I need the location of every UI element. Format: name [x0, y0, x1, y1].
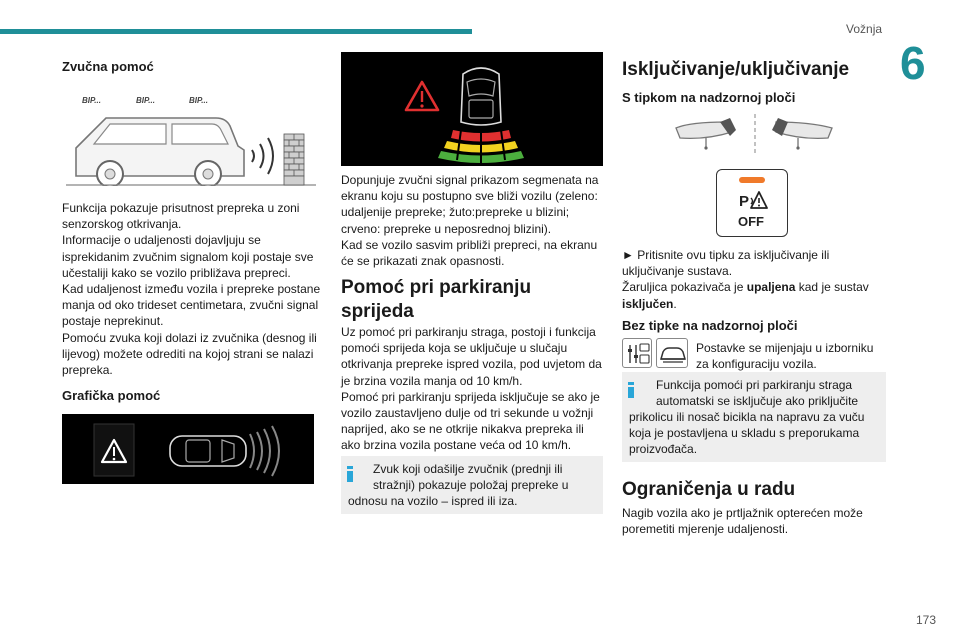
- info-icon: [628, 382, 634, 398]
- segments-paragraph: Dopunjuje zvučni signal prikazom segmenata na ekranu koju su postupno sve bliži vozilu (zeleno: udaljenije prepreke; žuto:prepreke u blizini; crveno: prepreke u neposrednoj blizini). Kad se vozilo sasvim približi prepreci, na ekranu će se prikazati znak opasnosti.: [341, 173, 599, 269]
- header-accent-bar: [0, 29, 472, 34]
- bip-label: BIP...: [82, 96, 101, 105]
- chapter-number: 6: [900, 37, 926, 89]
- rear-parking-screen: [341, 52, 603, 166]
- heading-s-tipkom: S tipkom na nadzornoj ploči: [622, 90, 796, 105]
- info-box-speaker: Zvuk koji odašilje zvučnik (prednji ili stražnji) pokazuje položaj prepreke u odnosu na vozilo – ispred ili iza.: [341, 456, 603, 514]
- section-title: Vožnja: [846, 22, 883, 36]
- ogranicenja-paragraph: Nagib vozila ako je prtljažnik opterećen može poremetiti mjerenje udaljenosti.: [622, 506, 863, 537]
- bip-label: BIP...: [189, 96, 208, 105]
- info-icon: [347, 466, 353, 482]
- off-label: OFF: [738, 214, 764, 229]
- parking-sensors-off-button[interactable]: [716, 169, 788, 237]
- indicator-led: [739, 177, 765, 183]
- config-paragraph: Postavke se mijenjaju u izborniku za konfiguraciju vozila.: [696, 341, 874, 372]
- heading-bez-tipke: Bez tipke na nadzornoj ploči: [622, 318, 798, 333]
- dashboard-illustration: [670, 110, 840, 158]
- vehicle-settings-icon: [656, 338, 688, 368]
- parking-sensor-icon: [737, 188, 771, 214]
- graphical-assist-screen: [62, 414, 314, 484]
- heading-front-parking: Pomoć pri parkiranju sprijeda: [341, 277, 532, 322]
- bip-label: BIP...: [136, 96, 155, 105]
- page-number: 173: [915, 613, 936, 627]
- heading-iskljucivanje: Isključivanje/uključivanje: [622, 59, 850, 80]
- press-instructions: ► Pritisnite ovu tipku za isključivanje ili uključivanje sustava. Žaruljica pokazivača je upaljena kad je sustav isključen.: [622, 248, 869, 311]
- svg-text:P: P: [739, 193, 750, 210]
- config-menu-icon: [622, 338, 652, 368]
- front-parking-paragraph: Uz pomoć pri parkiranju straga, postoji i funkcija pomoći sprijeda koja se uključuje u slučaju otkrivanja prepreke ispred vozila, pod uvjetom da je brzina vozila manja od 10 km/h. Pomoć pri parkiranju sprijeda isključuje se ako je vozilo zaustavljeno dulje od tri sekunde u vožnji naprijed, ako se ne otkrije nikakva prepreka ili ako brzina vozila postane veća od 10 km/h.: [341, 325, 602, 453]
- zvucna-paragraph: Funkcija pokazuje prisutnost prepreka u zoni senzorskog otkrivanja. Informacije o udaljenosti dojavljuju se isprekidanim zvučnim signalom koji postaje sve učestaliji kako se vozilo približava prepreci. Kad udaljenost između vozila i prepreke postane manja od oko trideset centimetara, zvučni signal postaje neprekinut. Pomoću zvuka koji dolazi iz zvučnika (desnog ili lijevog) možete odrediti na kojoj strani se nalazi prepreka.: [62, 201, 321, 378]
- audible-assist-illustration: [66, 90, 316, 186]
- heading-zvucna-pomoc: Zvučna pomoć: [62, 59, 154, 74]
- heading-ogranicenja: Ograničenja u radu: [622, 479, 796, 500]
- heading-graficka-pomoc: Grafička pomoć: [62, 388, 161, 403]
- info-box-trailer: Funkcija pomoći pri parkiranju straga automatski se isključuje ako priključite prikolicu ili nosač bicikla na napravu za vuču koja je postavljena u skladu s preporukama proizvođača.: [622, 372, 886, 462]
